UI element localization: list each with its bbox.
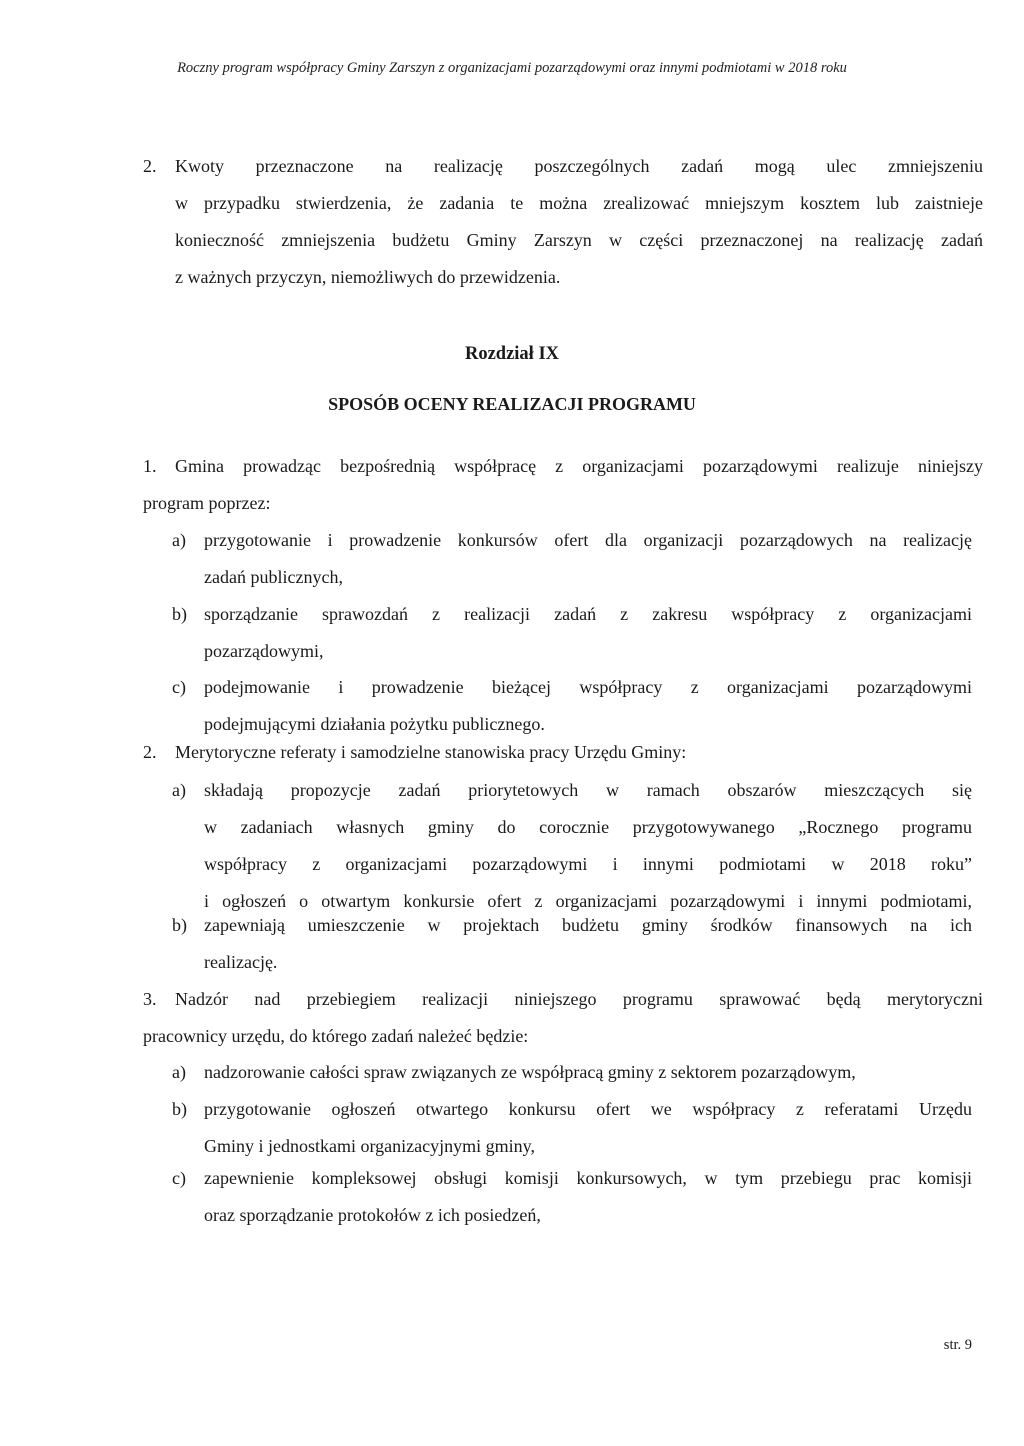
paragraph-2-top — [143, 148, 983, 296]
text-line: zapewnienie kompleksowej obsługi komisji konkursowych, w tym przebiegu prac komisji — [204, 1168, 972, 1188]
paragraph-number: 3. — [143, 989, 157, 1009]
text-line: pracownicy urzędu, do którego zadań należeć będzie: — [143, 1026, 529, 1046]
text-line: zadań publicznych, — [204, 567, 343, 587]
item-letter: a) — [172, 530, 186, 550]
item-letter: a) — [172, 780, 186, 800]
item-letter: a) — [172, 1062, 186, 1082]
section-3-item-c — [172, 1160, 972, 1234]
item-letter: b) — [172, 604, 187, 624]
section-3-item-b — [172, 1091, 972, 1165]
item-letter: c) — [172, 1168, 186, 1188]
text-line: pozarządowymi, — [204, 641, 324, 661]
section-2 — [143, 734, 983, 771]
text-line: nadzorowanie całości spraw związanych ze współpracą gminy z sektorem pozarządowym, — [204, 1062, 856, 1082]
text-line: Gminy i jednostkami organizacyjnymi gminy, — [204, 1136, 535, 1156]
paragraph-number: 1. — [143, 456, 157, 476]
section-3-item-a — [172, 1054, 972, 1091]
text-line: konieczność zmniejszenia budżetu Gminy Zarszyn w części przeznaczonej na realizację zadań — [175, 230, 983, 250]
page-number: str. 9 — [943, 1337, 972, 1353]
text-line: realizację. — [204, 952, 278, 972]
text-line: sporządzanie sprawozdań z realizacji zadań z zakresu współpracy z organizacjami — [204, 604, 972, 624]
text-line: w przypadku stwierdzenia, że zadania te można zrealizować mniejszym kosztem lub zaistnieje — [175, 193, 983, 213]
text-line: Gmina prowadząc bezpośrednią współpracę z organizacjami pozarządowymi realizuje niniejszy — [175, 456, 983, 476]
text-line: z ważnych przyczyn, niemożliwych do przewidzenia. — [175, 267, 561, 287]
text-line: przygotowanie i prowadzenie konkursów ofert dla organizacji pozarządowych na realizację — [204, 530, 972, 550]
text-line: i ogłoszeń o otwartym konkursie ofert z organizacjami pozarządowymi i innymi podmiotami, — [204, 891, 972, 911]
section-1-item-a — [172, 522, 972, 596]
text-line: oraz sporządzanie protokołów z ich posiedzeń, — [204, 1205, 541, 1225]
paragraph-number: 2. — [143, 156, 157, 176]
section-3 — [143, 981, 983, 1055]
chapter-subtitle: SPOSÓB OCENY REALIZACJI PROGRAMU — [328, 394, 696, 414]
text-line: składają propozycje zadań priorytetowych w ramach obszarów mieszczących się — [204, 780, 972, 800]
chapter-title: Rozdział IX — [464, 344, 560, 364]
page-header: Roczny program współpracy Gminy Zarszyn z organizacjami pozarządowymi oraz innymi podmiotami w 2018 roku — [177, 60, 847, 76]
section-1 — [143, 448, 983, 522]
text-line: program poprzez: — [143, 493, 271, 513]
text-line: podejmowanie i prowadzenie bieżącej współpracy z organizacjami pozarządowymi — [204, 677, 972, 697]
text-line: współpracy z organizacjami pozarządowymi i innymi podmiotami w 2018 roku” — [204, 854, 972, 874]
text-line: przygotowanie ogłoszeń otwartego konkursu ofert we współpracy z referatami Urzędu — [204, 1099, 972, 1119]
text-line: w zadaniach własnych gminy do corocznie przygotowywanego „Rocznego programu — [204, 817, 972, 837]
item-letter: b) — [172, 915, 187, 935]
text-line: Nadzór nad przebiegiem realizacji niniejszego programu sprawować będą merytoryczni — [175, 989, 983, 1009]
section-1-item-c — [172, 669, 972, 743]
item-letter: b) — [172, 1099, 187, 1119]
text-line: Merytoryczne referaty i samodzielne stanowiska pracy Urzędu Gminy: — [175, 742, 687, 762]
item-letter: c) — [172, 677, 186, 697]
section-2-item-a — [172, 772, 972, 920]
text-line: podejmującymi działania pożytku publicznego. — [204, 714, 545, 734]
section-2-item-b — [172, 907, 972, 981]
section-1-item-b — [172, 596, 972, 670]
text-line: Kwoty przeznaczone na realizację poszczególnych zadań mogą ulec zmniejszeniu — [175, 156, 983, 176]
paragraph-number: 2. — [143, 742, 157, 762]
text-line: zapewniają umieszczenie w projektach budżetu gminy środków finansowych na ich — [204, 915, 972, 935]
